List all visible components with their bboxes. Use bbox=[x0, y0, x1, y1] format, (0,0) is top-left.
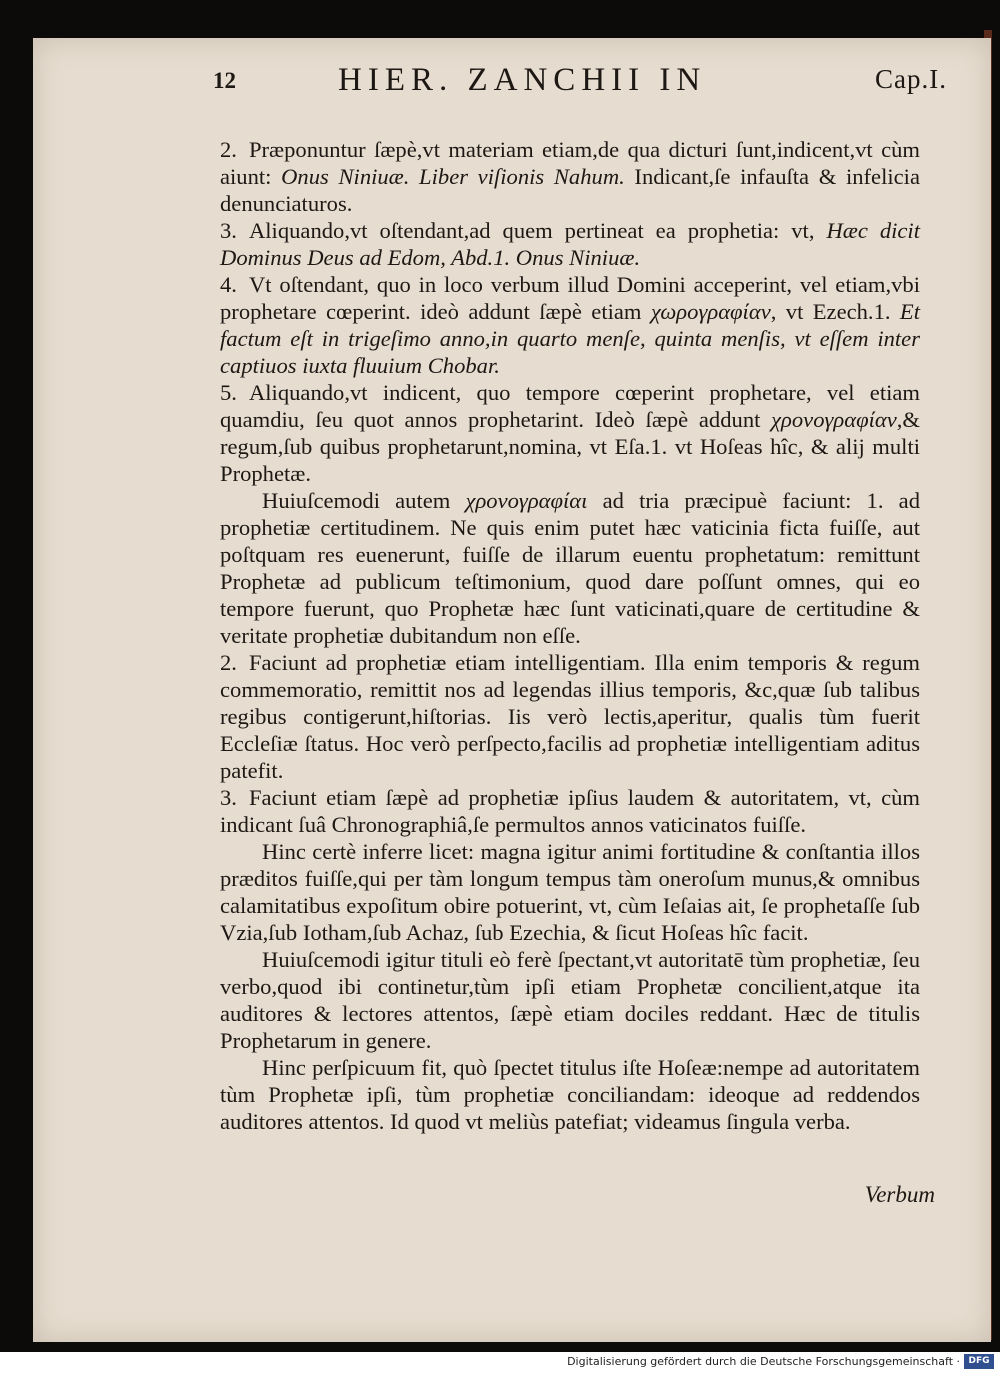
footer-bar bbox=[0, 1352, 1000, 1373]
item-number: 5. bbox=[220, 380, 237, 405]
text: , vt Ezech.1. bbox=[770, 299, 900, 324]
text: Faciunt etiam ſæpè ad prophetiæ ipſius laudem & autoritatem, vt, cùm indicant ſuâ Chronographiâ,ſe permultos annos vaticinatos fuiſſe. bbox=[220, 785, 920, 837]
italic-quote: Et factum eſt in trigeſimo anno,in quarto menſe, quinta menſis, vt eſſem inter captiuos iuxta fluuium Chobar. bbox=[220, 299, 920, 378]
text: Hinc perſpicuum fit, quò ſpectet titulus iſte Hoſeæ:nempe ad autoritatem tùm Prophetæ ipſi, tùm prophetiæ conciliandam: ideoque ad reddendos auditores attentos. Id quod vt meliùs patefiat; videamus ſingula verba. bbox=[220, 1055, 920, 1134]
dfg-logo: DFG bbox=[964, 1354, 994, 1369]
paragraph-7 bbox=[220, 784, 920, 838]
item-number: 4. bbox=[220, 272, 237, 297]
text: Huiuſcemodi autem bbox=[262, 488, 466, 513]
body-text bbox=[220, 136, 920, 1135]
text: Huiuſcemodi igitur tituli eò ferè ſpectant,vt autoritatē tùm prophetiæ, ſeu verbo,quod ibi continetur,tùm ipſi etiam Prophetæ concilient,atque ita auditores & lectores attentos, ſæpè etiam dociles reddant. Hæc de titulis Prophetarum in genere. bbox=[220, 947, 920, 1053]
paragraph-1 bbox=[220, 136, 920, 217]
item-number: 2. bbox=[220, 137, 237, 162]
paragraph-6 bbox=[220, 649, 920, 784]
paragraph-2 bbox=[220, 217, 920, 271]
text: Aliquando,vt oſtendant,ad quem pertineat ea prophetia: vt, bbox=[248, 218, 827, 243]
text: Præponuntur ſæpè,vt materiam etiam,de qua dicturi ſunt,indicent,vt cùm aiunt: bbox=[220, 137, 920, 189]
text: Faciunt ad prophetiæ etiam intelligentiam. Illa enim temporis & regum commemoratio, remittit nos ad legendas illius temporis, &c,quæ ſub talibus regibus contigerunt,hiſtorias. Iis verò lectis,aperitur, qualis tùm fuerit Eccleſiæ ſtatus. Hoc verò perſpecto,facilis ad prophetiæ intelligentiam aditus patefit. bbox=[220, 650, 920, 783]
text: Indicant,ſe infauſta & infelicia denunciaturos. bbox=[220, 164, 920, 216]
catchword: Verbum bbox=[864, 1182, 935, 1207]
item-number: 3. bbox=[220, 785, 237, 810]
greek-word: χωρογραφίαν bbox=[650, 299, 771, 324]
text: ,& regum,ſub quibus prophetarunt,nomina, vt Eſa.1. vt Hoſeas hîc, & alij multi Prophetæ. bbox=[220, 407, 920, 486]
paragraph-10 bbox=[220, 1054, 920, 1135]
paragraph-4 bbox=[220, 379, 920, 487]
greek-word: χρονογραφίαν bbox=[771, 407, 897, 432]
text: Aliquando,vt indicent, quo tempore cœperint prophetare, vel etiam quamdiu, ſeu quot annos prophetarint. Ideò ſæpè addunt bbox=[220, 380, 920, 432]
greek-word: χρονογραφίαι bbox=[465, 488, 588, 513]
paragraph-5 bbox=[220, 487, 920, 649]
italic-quote: Hæc dicit Dominus Deus ad Edom, Abd.1. Onus Niniuæ. bbox=[220, 218, 920, 270]
chapter-label: Cap.I. bbox=[875, 64, 947, 94]
page-number: 12 bbox=[213, 68, 236, 93]
running-head bbox=[213, 62, 947, 106]
paragraph-8 bbox=[220, 838, 920, 946]
text: Hinc certè inferre licet: magna igitur animi fortitudine & conſtantia illos præditos fuiſſe,qui per tàm longum tempus tàm oneroſum munus,& omnibus calamitatibus expoſitum obire potuerint, vt, cùm Ieſaias ait, ſe prophetaſſe ſub Vzia,ſub Iotham,ſub Achaz, ſub Ezechia, & ſicut Hoſeas hîc facit. bbox=[220, 839, 920, 945]
text: Vt oſtendant, quo in loco verbum illud Domini acceperint, vel etiam,vbi prophetare cœperint. ideò addunt ſæpè etiam bbox=[220, 272, 920, 324]
paragraph-9 bbox=[220, 946, 920, 1054]
funding-credit: Digitalisierung gefördert durch die Deutsche Forschungsgemeinschaft · bbox=[567, 1355, 960, 1368]
text: ad tria præcipuè faciunt: 1. ad prophetiæ certitudinem. Ne quis enim putet hæc vaticinia ficta fuiſſe, aut poſtquam res euenerunt, fuiſſe de illarum euentu prophetatum: remittunt Prophetæ ad publicum teſtimonium, quod dare poſſunt omnes, qui eo tempore fuerunt, quo Prophetæ hæc ſunt vaticinati,quare de certitudine & veritate prophetiæ dubitandum non eſſe. bbox=[220, 488, 920, 648]
italic-quote: Onus Niniuæ. Liber viſionis Nahum. bbox=[281, 164, 625, 189]
item-number: 3. bbox=[220, 218, 237, 243]
item-number: 2. bbox=[220, 650, 237, 675]
running-title: HIER. ZANCHII IN bbox=[338, 62, 707, 98]
paragraph-3 bbox=[220, 271, 920, 379]
